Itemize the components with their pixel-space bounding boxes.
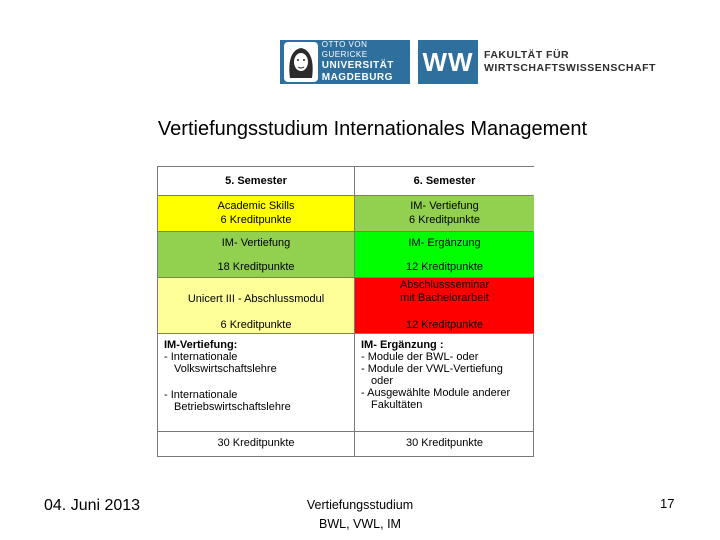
header-semester-6: 6. Semester [355, 167, 534, 195]
cell-text [355, 279, 534, 305]
cell-unicert [158, 277, 354, 333]
cell-im-vertiefung-5 [158, 231, 354, 277]
footer-center-line-2: BWL, VWL, IM [319, 517, 401, 531]
list-item: - Module der VWL-Vertiefung [361, 363, 503, 375]
uni-line-1: OTTO VON GUERICKE [321, 40, 368, 59]
row-divider [158, 431, 533, 432]
column-divider [354, 167, 355, 456]
footer-date: 04. Juni 2013 [44, 497, 141, 514]
row-divider [158, 277, 533, 278]
guericke-portrait-icon [284, 42, 318, 82]
row-divider [158, 333, 533, 334]
university-logo [280, 40, 410, 84]
cell-im-vertiefung-6 [355, 195, 534, 231]
cell-im-ergaenzung [355, 231, 534, 277]
ww-logo: WW [418, 40, 478, 84]
list-item: - Internationale [164, 389, 238, 401]
page-number: 17 [660, 496, 675, 511]
cell-text-line-2: mit Bachelorarbeit [400, 292, 489, 304]
faculty-line-1: FAKULTÄT FÜR [484, 49, 570, 61]
list-item: - Module der BWL- oder [361, 351, 479, 363]
cell-credits: 6 Kreditpunkte [409, 214, 480, 226]
footer-center-line-1: Vertiefungsstudium [306, 498, 414, 512]
cell-credits: 18 Kreditpunkte [217, 261, 295, 273]
cell-text: Academic Skills [217, 200, 295, 212]
cell-credits: 12 Kreditpunkte [405, 319, 484, 331]
cell-text: IM- Vertiefung [221, 237, 291, 249]
list-item: - Internationale [164, 351, 238, 363]
cell-abschlussseminar [355, 277, 534, 333]
slide-title: Vertiefungsstudium Internationales Management [157, 118, 588, 140]
list-item: Fakultäten [371, 399, 423, 411]
cell-academic-skills [158, 195, 354, 231]
list-item: Volkswirtschaftslehre [174, 363, 277, 375]
footer-center [0, 496, 720, 534]
cell-credits: 6 Kreditpunkte [220, 319, 292, 331]
cell-total-5: 30 Kreditpunkte [217, 437, 295, 449]
header-semester-5: 5. Semester [158, 167, 354, 195]
cell-text: Unicert III - Abschlussmodul [187, 293, 325, 305]
cell-credits: 6 Kreditpunkte [220, 214, 292, 226]
cell-total-6: 30 Kreditpunkte [405, 437, 484, 449]
header-logos [280, 40, 656, 84]
list-item: Betriebswirtschaftslehre [174, 401, 291, 413]
row-divider [158, 231, 533, 232]
list-heading: IM- Ergänzung : [361, 339, 444, 351]
cell-text: IM- Vertiefung [410, 200, 479, 212]
study-plan-table [157, 166, 534, 457]
faculty-line-2: WIRTSCHAFTSWISSENSCHAFT [484, 62, 656, 74]
cell-credits: 12 Kreditpunkte [405, 261, 484, 273]
university-name [322, 40, 410, 84]
cell-vertiefung-list [158, 333, 354, 431]
cell-text-line-1: Abschlussseminar [399, 279, 490, 291]
cell-ergaenzung-list [355, 333, 534, 431]
uni-line-2: UNIVERSITÄT [321, 60, 394, 71]
row-divider [158, 195, 533, 196]
list-item: - Ausgewählte Module anderer [361, 387, 511, 399]
list-heading: IM-Vertiefung: [164, 339, 238, 351]
list-item: oder [371, 375, 394, 387]
faculty-name [484, 49, 656, 75]
uni-line-3: MAGDEBURG [321, 72, 393, 83]
cell-text: IM- Ergänzung [408, 237, 481, 249]
